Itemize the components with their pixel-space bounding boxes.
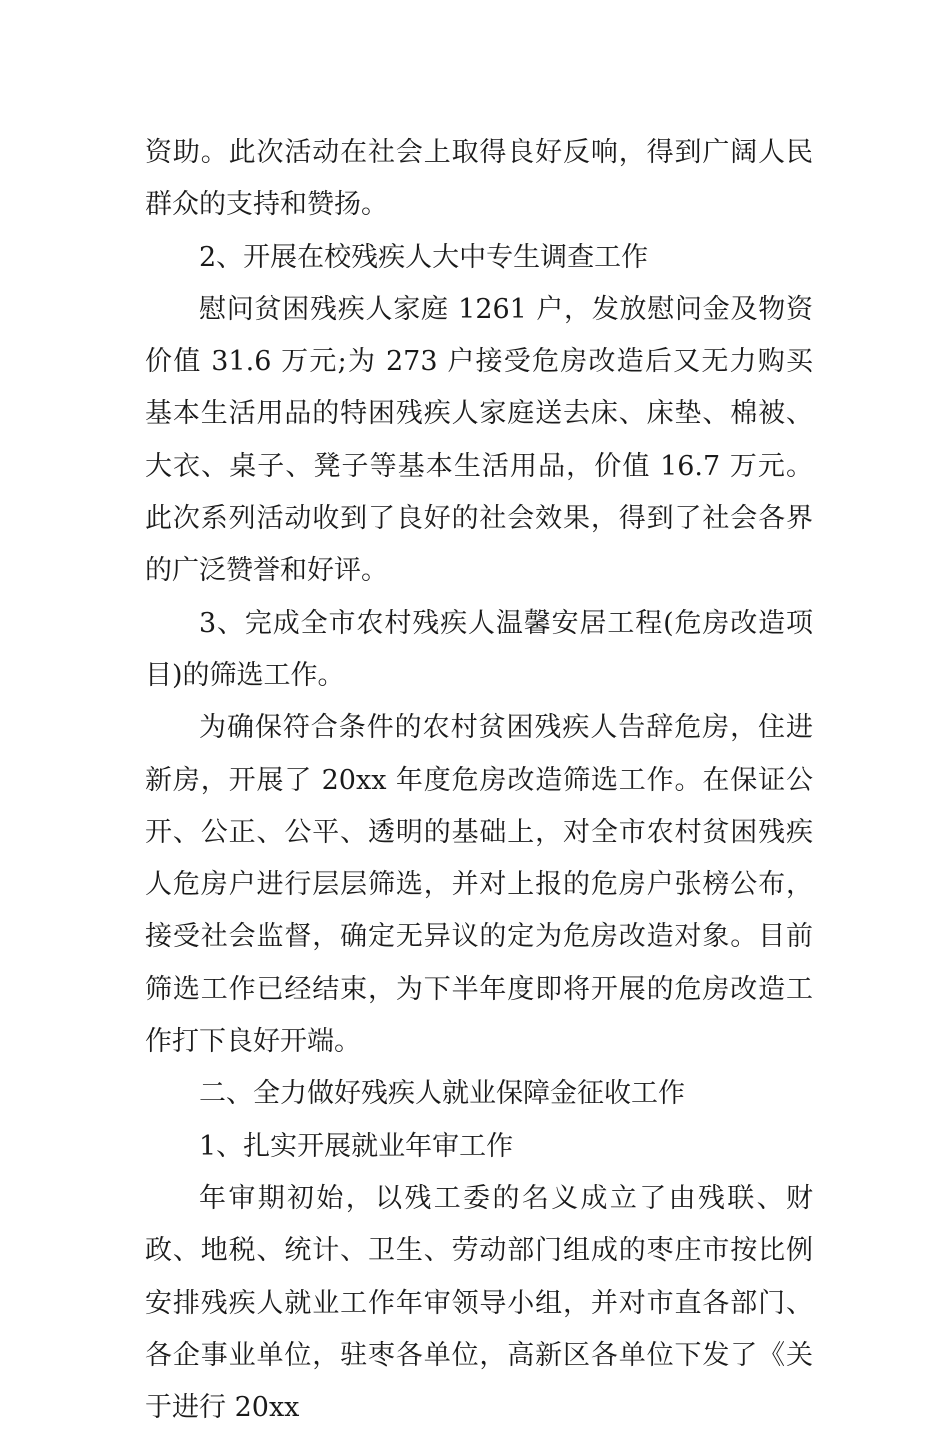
paragraph: 慰问贫困残疾人家庭 1261 户，发放慰问金及物资价值 31.6 万元;为 273 户接受危房改造后又无力购买基本生活用品的特困残疾人家庭送去床、床垫、棉被、大衣、桌子、凳子等基本生活用品，价值 16.7 万元。此次系列活动收到了良好的社会效果，得到了社会各界的广泛赞誉和好评。 xyxy=(145,293,813,587)
paragraph: 3、完成全市农村残疾人温馨安居工程(危房改造项目)的筛选工作。 xyxy=(145,607,813,691)
paragraph: 资助。此次活动在社会上取得良好反响，得到广阔人民群众的支持和赞扬。 xyxy=(145,137,813,221)
paragraph: 为确保符合条件的农村贫困残疾人告辞危房，住进新房，开展了 20xx 年度危房改造筛选工作。在保证公开、公正、公平、透明的基础上，对全市农村贫困残疾人危房户进行层层筛选，并对上报的危房户张榜公布，接受社会监督，确定无异议的定为危房改造对象。目前筛选工作已经结束，为下半年度即将开展的危房改造工作打下良好开端。 xyxy=(145,712,813,1058)
paragraph: 年审期初始，以残工委的名义成立了由残联、财政、地税、统计、卫生、劳动部门组成的枣庄市按比例安排残疾人就业工作年审领导小组，并对市直各部门、各企事业单位，驻枣各单位，高新区各单位下发了《关于进行 20xx xyxy=(145,1182,813,1424)
document-body xyxy=(145,127,813,1434)
section-heading: 二、全力做好残疾人就业保障金征收工作 xyxy=(199,1078,685,1110)
subsection-heading: 1、扎实开展就业年审工作 xyxy=(199,1130,514,1162)
paragraph: 2、开展在校残疾人大中专生调查工作 xyxy=(199,241,649,273)
